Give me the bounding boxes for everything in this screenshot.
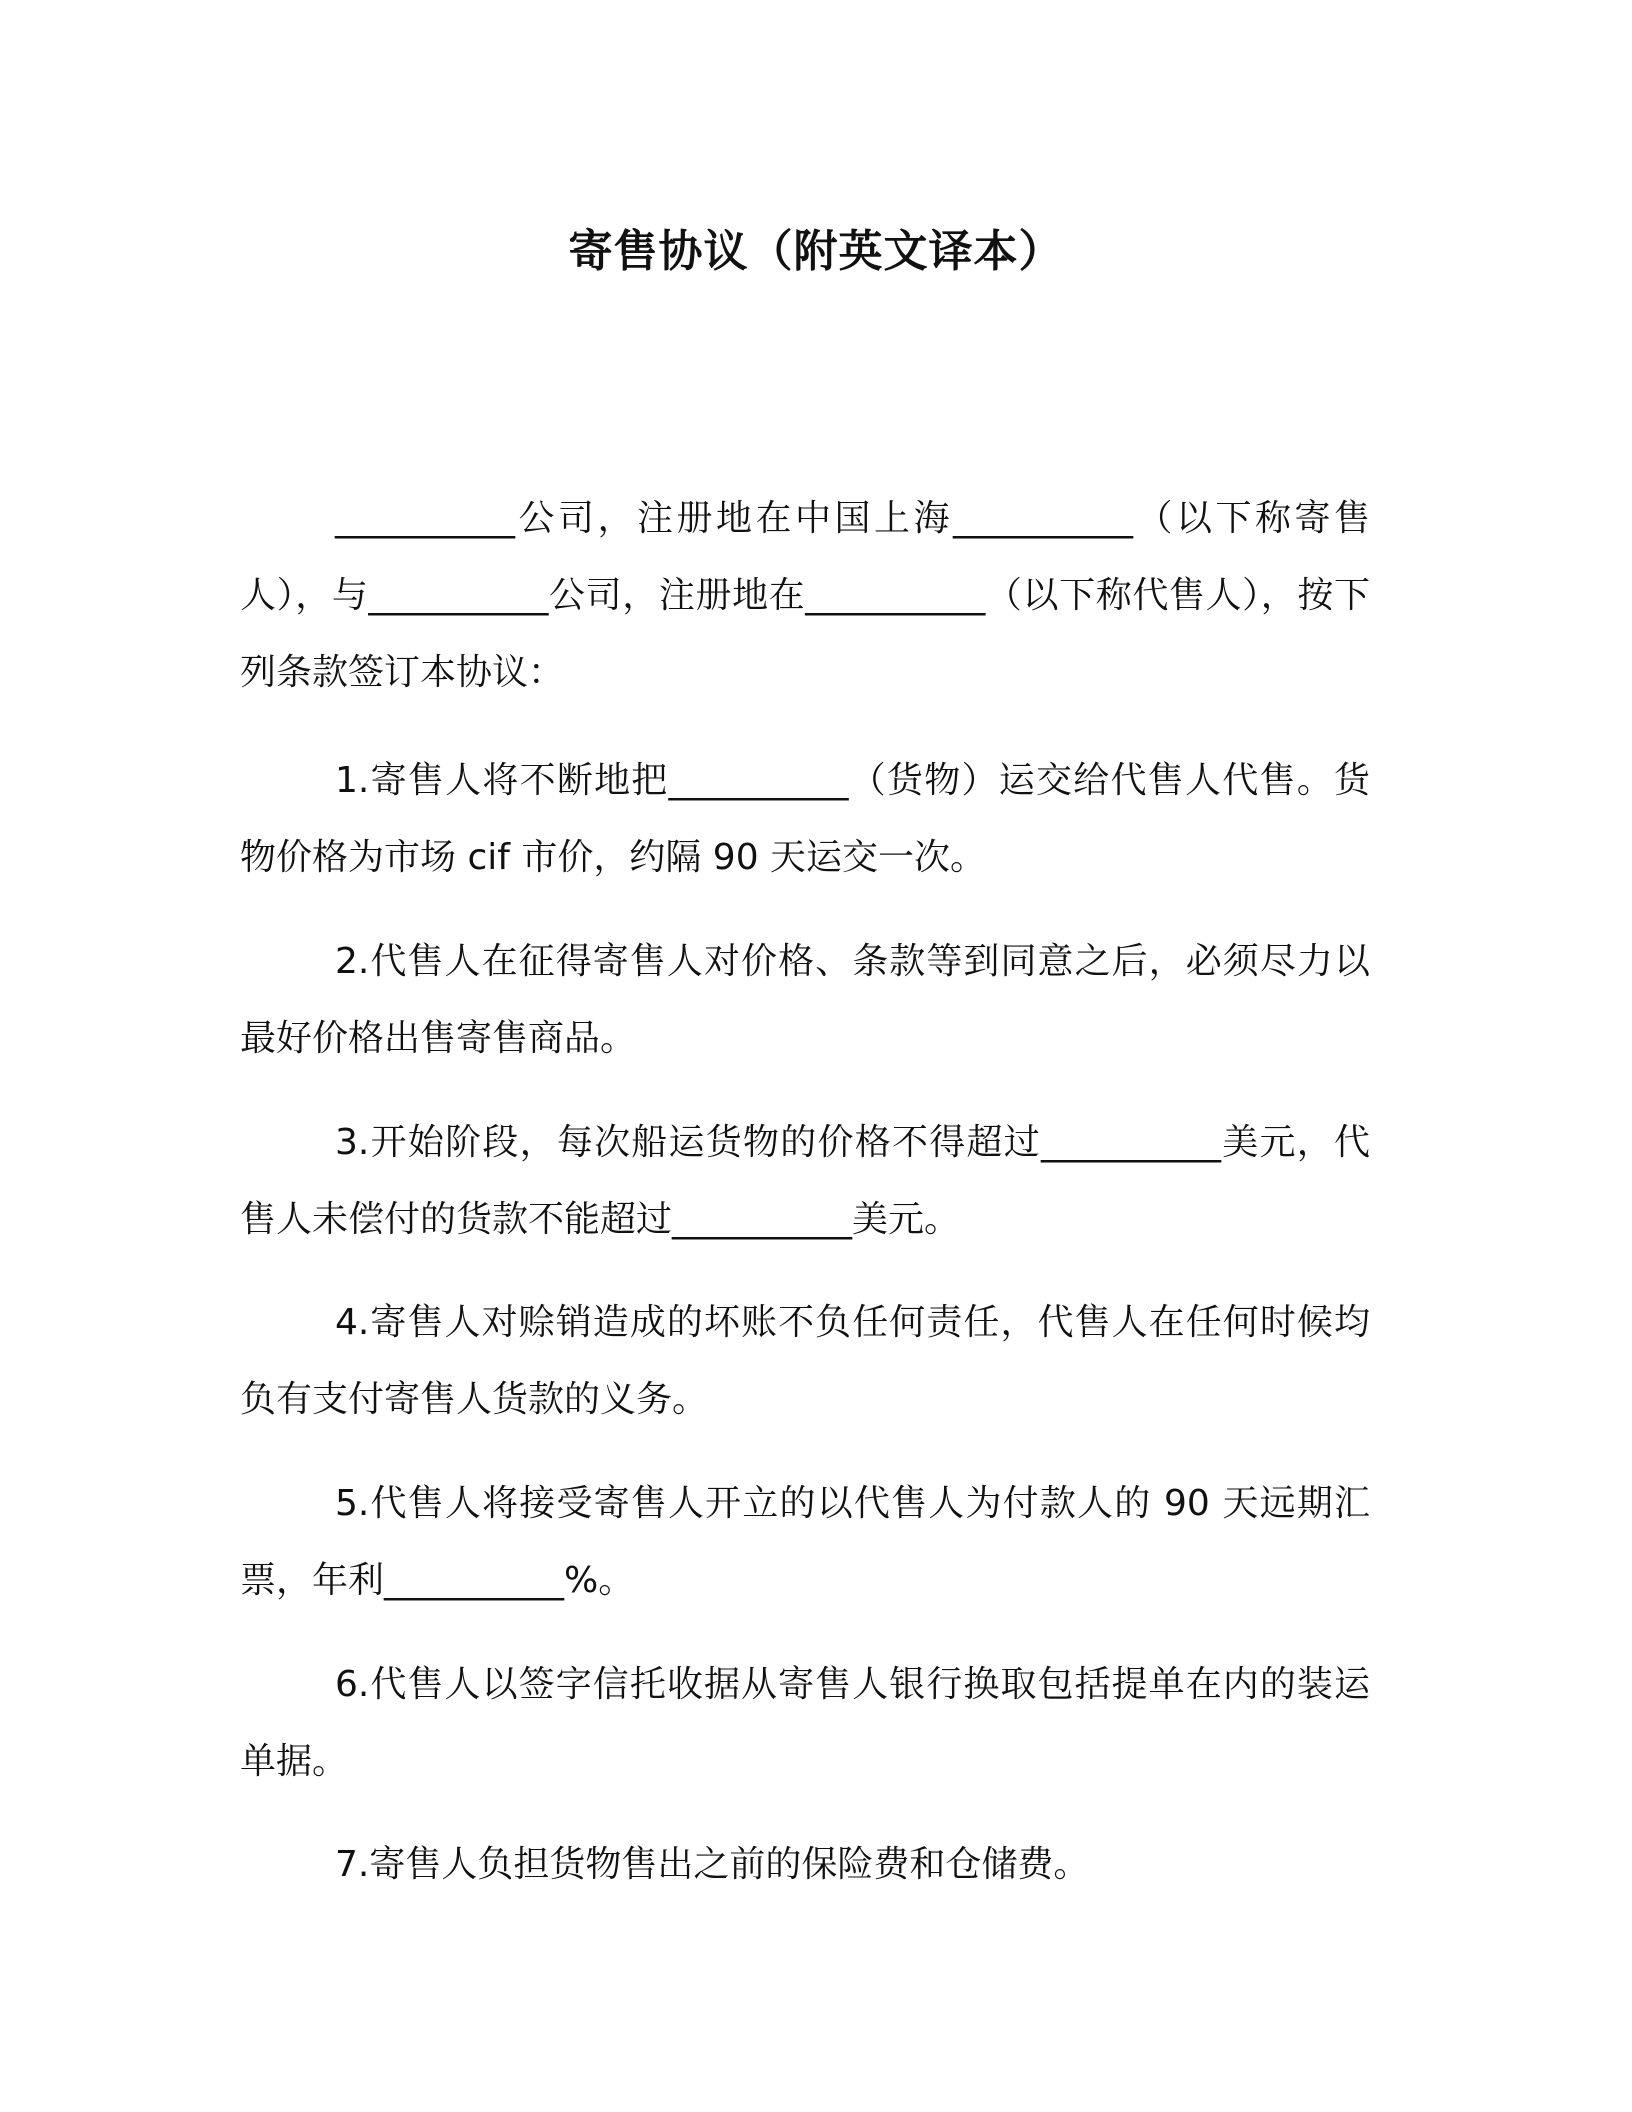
intro-paragraph: __________公司，注册地在中国上海__________（以下称寄售人），与__________公司，注册地在__________（以下称代售人），按下列条款签订本协议：	[240, 498, 1370, 693]
clause-6: 6.代售人以签字信托收据从寄售人银行换取包括提单在内的装运单据。	[240, 1664, 1370, 1782]
clause-2: 2.代售人在征得寄售人对价格、条款等到同意之后，必须尽力以最好价格出售寄售商品。	[240, 941, 1370, 1059]
clause-7: 7.寄售人负担货物售出之前的保险费和仓储费。	[335, 1844, 1090, 1885]
clause-5: 5.代售人将接受寄售人开立的以代售人为付款人的 90 天远期汇票，年利__________%。	[240, 1483, 1370, 1601]
document-title: 寄售协议（附英文译本）	[568, 226, 1064, 277]
clause-1: 1.寄售人将不断地把__________（货物）运交给代售人代售。货物价格为市场 cif 市价，约隔 90 天运交一次。	[240, 760, 1370, 878]
clause-4: 4.寄售人对赊销造成的坏账不负任何责任，代售人在任何时候均负有支付寄售人货款的义务。	[240, 1302, 1370, 1420]
clause-3: 3.开始阶段，每次船运货物的价格不得超过__________美元，代售人未偿付的货款不能超过__________美元。	[240, 1122, 1370, 1240]
